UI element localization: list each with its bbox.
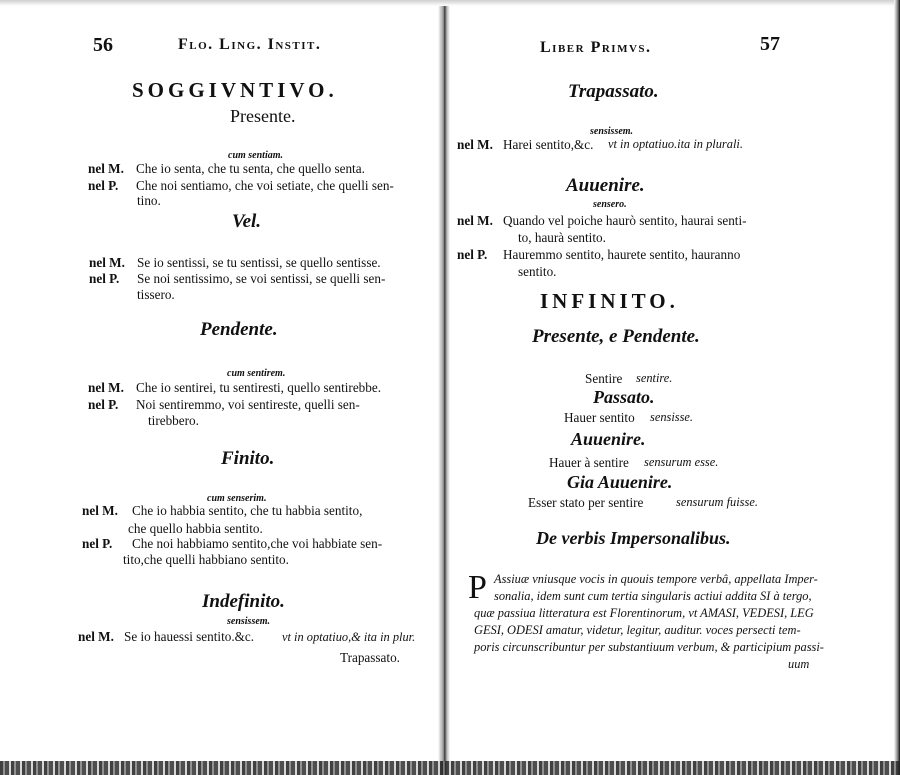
conjugation-line: Quando vel poiche haurò sentito, haurai senti- bbox=[503, 213, 747, 228]
right-page-number: 57 bbox=[760, 33, 780, 55]
heading-finito: Finito. bbox=[221, 448, 275, 469]
drop-cap: P bbox=[468, 569, 487, 606]
heading-auuenire-2: Auuenire. bbox=[571, 429, 646, 449]
paragraph-line: GESI, ODESI amatur, videtur, legitur, auditur. voces persecti tem- bbox=[474, 623, 801, 637]
latin-gloss: sentire. bbox=[636, 371, 673, 385]
heading-pendente: Pendente. bbox=[200, 319, 278, 340]
infinitive-line: Esser stato per sentire bbox=[528, 495, 644, 510]
heading-de-verbis-impersonalibus: De verbis Impersonalibus. bbox=[536, 528, 731, 548]
left-running-head: Flo. Ling. Instit. bbox=[178, 36, 322, 53]
label-nel-p: nel P. bbox=[88, 178, 119, 193]
paragraph-line: poris circunscribuntur per substantiuum verbum, & participium passi- bbox=[474, 640, 824, 654]
conjugation-continuation: tino. bbox=[137, 193, 161, 208]
book-gutter bbox=[438, 0, 450, 775]
latin-gloss: sensissem. bbox=[227, 616, 271, 627]
heading-presente-pendente: Presente, e Pendente. bbox=[532, 326, 700, 347]
conjugation-continuation: sentito. bbox=[518, 264, 557, 279]
paragraph-line: Assiuæ vniusque vocis in quouis tempore verbâ, appellata Imper- bbox=[494, 572, 818, 586]
label-nel-m: nel M. bbox=[82, 503, 118, 518]
latin-gloss: cum senserim. bbox=[207, 493, 267, 504]
heading-gia-auuenire: Gia Auuenire. bbox=[567, 472, 673, 492]
infinitive-line: Hauer sentito bbox=[564, 410, 635, 425]
conjugation-line: Se io sentissi, se tu sentissi, se quello sentisse. bbox=[137, 255, 381, 270]
latin-gloss: sensissem. bbox=[590, 126, 634, 137]
conjugation-continuation: che quello habbia sentito. bbox=[128, 521, 263, 536]
paragraph-line: uum bbox=[788, 657, 810, 671]
label-nel-p: nel P. bbox=[457, 247, 488, 262]
heading-indefinito: Indefinito. bbox=[202, 591, 285, 612]
page-edge-bottom bbox=[0, 761, 900, 775]
latin-gloss: cum sentirem. bbox=[227, 368, 286, 379]
heading-auuenire: Auuenire. bbox=[566, 175, 645, 196]
conjugation-line: Se io hauessi sentito.&c. bbox=[124, 629, 255, 644]
conjugation-line: Che io senta, che tu senta, che quello senta. bbox=[136, 161, 365, 176]
latin-gloss: sensero. bbox=[593, 199, 627, 210]
latin-gloss: sensurum fuisse. bbox=[676, 495, 758, 509]
label-nel-p: nel P. bbox=[88, 397, 119, 412]
label-nel-m: nel M. bbox=[88, 380, 124, 395]
conjugation-line: Che noi habbiamo sentito,che voi habbiate sen- bbox=[132, 536, 383, 551]
label-nel-m: nel M. bbox=[89, 255, 125, 270]
label-nel-m: nel M. bbox=[88, 161, 124, 176]
conjugation-continuation: to, haurà sentito. bbox=[518, 230, 606, 245]
right-page bbox=[448, 0, 900, 775]
conjugation-continuation: tito,che quelli habbiano sentito. bbox=[123, 552, 289, 567]
label-nel-m: nel M. bbox=[457, 137, 493, 152]
conjugation-line: Che io sentirei, tu sentiresti, quello sentirebbe. bbox=[136, 380, 382, 395]
section-title-soggiuntivo: SOGGIVNTIVO. bbox=[132, 78, 338, 102]
left-page-number: 56 bbox=[93, 34, 113, 56]
latin-gloss: sensisse. bbox=[650, 410, 694, 424]
conjugation-line: Che io habbia sentito, che tu habbia sentito, bbox=[132, 503, 363, 518]
conjugation-line: Hauremmo sentito, haurete sentito, hauranno bbox=[503, 247, 741, 262]
infinitive-line: Sentire bbox=[585, 371, 623, 386]
left-page bbox=[0, 0, 442, 775]
conjugation-continuation: tirebbero. bbox=[148, 413, 199, 428]
conjugation-line: Noi sentiremmo, voi sentireste, quelli sen- bbox=[136, 397, 360, 412]
subtitle-presente: Presente. bbox=[230, 106, 296, 126]
right-running-head: Liber Primvs. bbox=[540, 39, 652, 56]
latin-note: vt in optatiuo,& ita in plur. bbox=[282, 630, 416, 644]
label-nel-p: nel P. bbox=[82, 536, 113, 551]
heading-passato: Passato. bbox=[593, 387, 655, 407]
paragraph-line: quæ passiua litteratura est Florentinorum, vt AMASI, VEDESI, LEG bbox=[474, 606, 814, 620]
conjugation-line: Harei sentito,&c. bbox=[503, 137, 594, 152]
latin-note: vt in optatiuo.ita in plurali. bbox=[608, 137, 743, 151]
latin-gloss: sensurum esse. bbox=[644, 455, 719, 469]
infinitive-line: Hauer à sentire bbox=[549, 455, 629, 470]
conjugation-line: Se noi sentissimo, se voi sentissi, se quelli sen- bbox=[137, 271, 386, 286]
label-nel-m: nel M. bbox=[78, 629, 114, 644]
heading-vel: Vel. bbox=[232, 211, 262, 232]
label-nel-m: nel M. bbox=[457, 213, 493, 228]
conjugation-line: Che noi sentiamo, che voi setiate, che quelli sen- bbox=[136, 178, 394, 193]
heading-trapassato: Trapassato. bbox=[568, 81, 659, 102]
conjugation-continuation: tissero. bbox=[137, 287, 175, 302]
page-edge-top bbox=[0, 0, 900, 6]
section-title-infinito: INFINITO. bbox=[540, 289, 679, 313]
label-nel-p: nel P. bbox=[89, 271, 120, 286]
paragraph-line: sonalia, idem sunt cum tertia singularis actiui addita SI à tergo, bbox=[494, 589, 812, 603]
latin-gloss: cum sentiam. bbox=[228, 150, 284, 161]
page-edge-right bbox=[894, 0, 900, 775]
catchword: Trapassato. bbox=[340, 650, 400, 665]
